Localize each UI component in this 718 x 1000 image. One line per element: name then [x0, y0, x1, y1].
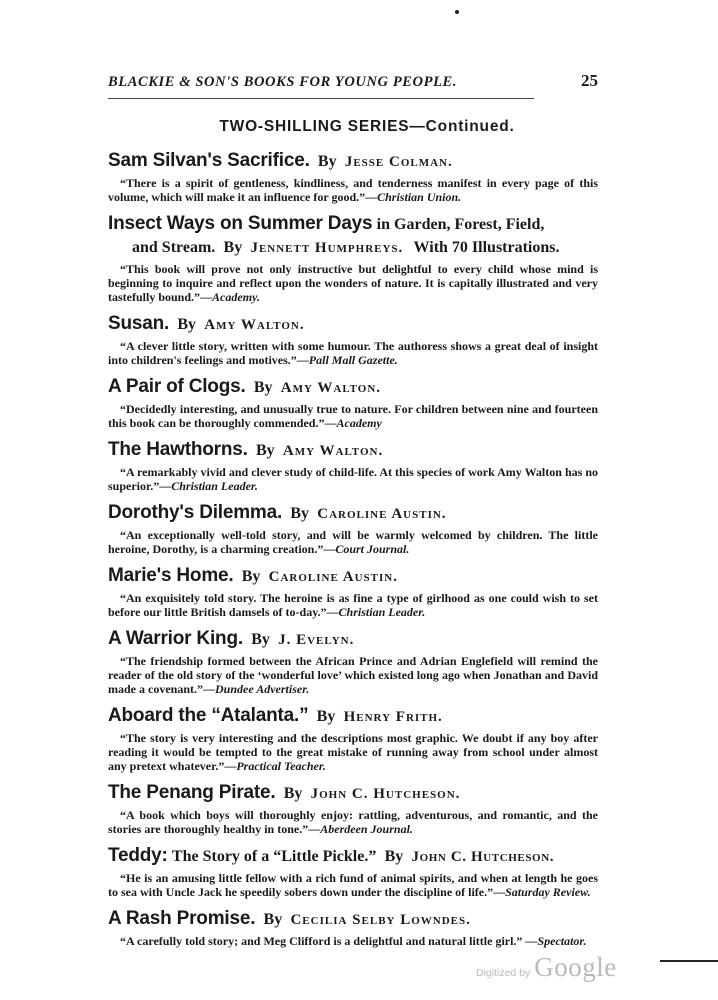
- review-text: “Decidedly interesting, and unusually true to nature. For children between nine and fourteen this book can be thoroughly commended.”—: [108, 402, 598, 430]
- by-label: By: [177, 316, 197, 333]
- book-review: [108, 871, 598, 899]
- book-author: Amy Walton.: [282, 443, 384, 459]
- book-review: [108, 591, 598, 619]
- entry-heading: [108, 502, 598, 525]
- book-author: Caroline Austin.: [317, 506, 447, 522]
- book-illustrations-note: With 70 Illustrations.: [413, 239, 560, 256]
- entry-heading: [108, 705, 598, 728]
- review-text: “An exceptionally well-told story, and will be warmly welcomed by children. The little heroine, Dorothy, is a charming creation.”—: [108, 528, 598, 556]
- review-source: Christian Leader.: [171, 479, 258, 493]
- entry-heading: [108, 439, 598, 462]
- by-label: By: [384, 848, 404, 865]
- running-header: [108, 71, 598, 96]
- book-entry: [108, 313, 598, 367]
- review-text: “A remarkably vivid and clever study of child-life. At this species of work Amy Walton has no superior.”—: [108, 465, 598, 493]
- book-author: Jesse Colman.: [344, 154, 453, 170]
- book-title: Dorothy's Dilemma.: [108, 502, 283, 523]
- running-title: BLACKIE & SON'S BOOKS FOR YOUNG PEOPLE.: [108, 74, 458, 90]
- book-entry: [108, 845, 598, 899]
- book-title: A Warrior King.: [108, 628, 243, 649]
- book-author: Amy Walton.: [204, 317, 305, 333]
- entry-heading: [108, 150, 598, 173]
- book-entry: [108, 565, 598, 619]
- book-title: A Rash Promise.: [108, 908, 256, 929]
- book-review: [108, 731, 598, 773]
- book-title: Teddy:: [108, 845, 168, 866]
- book-review: [108, 339, 598, 367]
- digitization-watermark: [476, 952, 617, 983]
- review-source: Practical Teacher.: [236, 759, 326, 773]
- book-title: The Hawthorns.: [108, 439, 248, 460]
- review-text: “An exquisitely told story. The heroine is as fine a type of girlhood as one could wish to set before our little British damsels of to-day.”—: [108, 591, 598, 619]
- book-entry: [108, 628, 598, 696]
- review-text: “The story is very interesting and the descriptions most graphic. We doubt if any boy after reading it would be tempted to the great mistake of running away from school under almost any pretext whatever.”—: [108, 731, 598, 773]
- by-label: By: [253, 379, 273, 396]
- entry-heading: [108, 213, 598, 236]
- book-review: [108, 808, 598, 836]
- book-review: [108, 654, 598, 696]
- book-title: Susan.: [108, 313, 170, 334]
- by-label: By: [223, 239, 243, 256]
- by-label: By: [290, 505, 309, 522]
- review-source: Pall Mall Gazette.: [308, 353, 398, 367]
- book-subtitle-continued: and Stream.: [132, 239, 216, 256]
- review-source: Aberdeen Journal.: [320, 822, 413, 836]
- book-subtitle: in Garden, Forest, Field,: [376, 216, 545, 233]
- entry-heading-continued: [108, 236, 598, 259]
- book-review: [108, 402, 598, 430]
- entry-heading: [108, 908, 598, 931]
- by-label: By: [241, 568, 261, 585]
- book-author: Jennett Humphreys.: [250, 240, 404, 256]
- book-author: Cecilia Selby Lowndes.: [290, 912, 471, 928]
- book-author: John C. Hutcheson.: [411, 849, 555, 865]
- book-title: Marie's Home.: [108, 565, 234, 586]
- book-entry: [108, 376, 598, 430]
- book-subtitle: The Story of a “Little Pickle.”: [171, 848, 377, 865]
- book-review: [108, 176, 598, 204]
- book-entry: [108, 782, 598, 836]
- series-heading: TWO-SHILLING SERIES—Continued.: [219, 118, 515, 135]
- entry-heading: [108, 628, 598, 651]
- review-text: “A book which boys will thoroughly enjoy: rattling, adventurous, and romantic, and the stories are thoroughly healthy in tone.”—: [108, 808, 598, 836]
- review-text: “A carefully told story; and Meg Clifford is a delightful and natural little girl.” —: [120, 934, 538, 948]
- google-logo: Google: [534, 952, 617, 982]
- book-title: Aboard the “Atalanta.”: [108, 705, 309, 726]
- book-entry: [108, 439, 598, 493]
- review-source: Christian Leader.: [338, 605, 426, 619]
- review-source: Spectator.: [537, 934, 587, 948]
- review-source: Saturday Review.: [505, 885, 591, 899]
- review-text: “A clever little story, written with some humour. The authoress shows a great deal of insight into children's feelings and motives.”—: [108, 339, 598, 367]
- ink-speck: [455, 10, 459, 14]
- book-author: J. Evelyn.: [278, 632, 355, 648]
- book-entry: [108, 502, 598, 556]
- review-source: Academy.: [212, 290, 260, 304]
- review-source: Dundee Advertiser.: [215, 682, 310, 696]
- book-review: [108, 934, 598, 948]
- book-review: [108, 262, 598, 304]
- by-label: By: [316, 708, 336, 725]
- review-text: “This book will prove not only instructive but delightful to every child whose mind is beginning to inquire and reflect upon the wonders of nature. It is capitally illustrated and very tastefully bound.”—: [108, 262, 598, 304]
- book-entry: [108, 908, 598, 948]
- book-author: John C. Hutcheson.: [310, 786, 461, 802]
- book-entry: [108, 150, 598, 204]
- review-text: “He is an amusing little fellow with a rich fund of animal spirits, and when at length he goes to sea with Uncle Jack he speedily sobers down under the discipline of life.”—: [108, 871, 598, 899]
- by-label: By: [255, 442, 275, 459]
- book-entry: [108, 213, 598, 304]
- book-review: [108, 528, 598, 556]
- by-label: By: [317, 153, 337, 170]
- entry-heading: [108, 782, 598, 805]
- review-text: “There is a spirit of gentleness, kindliness, and tenderness manifest in every page of this volume, which will make it an influence for good.”—: [108, 176, 598, 204]
- review-text: “The friendship formed between the African Prince and Adrian Englefield will remind the reader of the old story of the ‘wonderful love’ which existed long ago when Jonathan and David made a covenant.”—: [108, 654, 598, 696]
- book-title: Insect Ways on Summer Days: [108, 213, 373, 234]
- book-author: Caroline Austin.: [268, 569, 398, 585]
- book-title: The Penang Pirate.: [108, 782, 276, 803]
- review-source: Court Journal.: [335, 542, 410, 556]
- book-review: [108, 465, 598, 493]
- header-rule: [108, 98, 534, 99]
- book-author: Henry Frith.: [343, 709, 443, 725]
- entry-heading: [108, 376, 598, 399]
- watermark-prefix: Digitized by: [476, 967, 531, 979]
- by-label: By: [251, 631, 270, 648]
- by-label: By: [263, 911, 283, 928]
- book-author: Amy Walton.: [280, 380, 382, 396]
- entry-heading: [108, 313, 598, 336]
- book-entry: [108, 705, 598, 773]
- book-title: Sam Silvan's Sacrifice.: [108, 150, 310, 171]
- entry-heading: [108, 565, 598, 588]
- book-list: [108, 150, 598, 957]
- review-source: Christian Union.: [377, 190, 462, 204]
- by-label: By: [283, 785, 303, 802]
- entry-heading: [108, 845, 598, 868]
- margin-rule: [660, 960, 718, 962]
- book-title: A Pair of Clogs.: [108, 376, 246, 397]
- page-number: 25: [581, 71, 598, 90]
- review-source: Academy: [336, 416, 382, 430]
